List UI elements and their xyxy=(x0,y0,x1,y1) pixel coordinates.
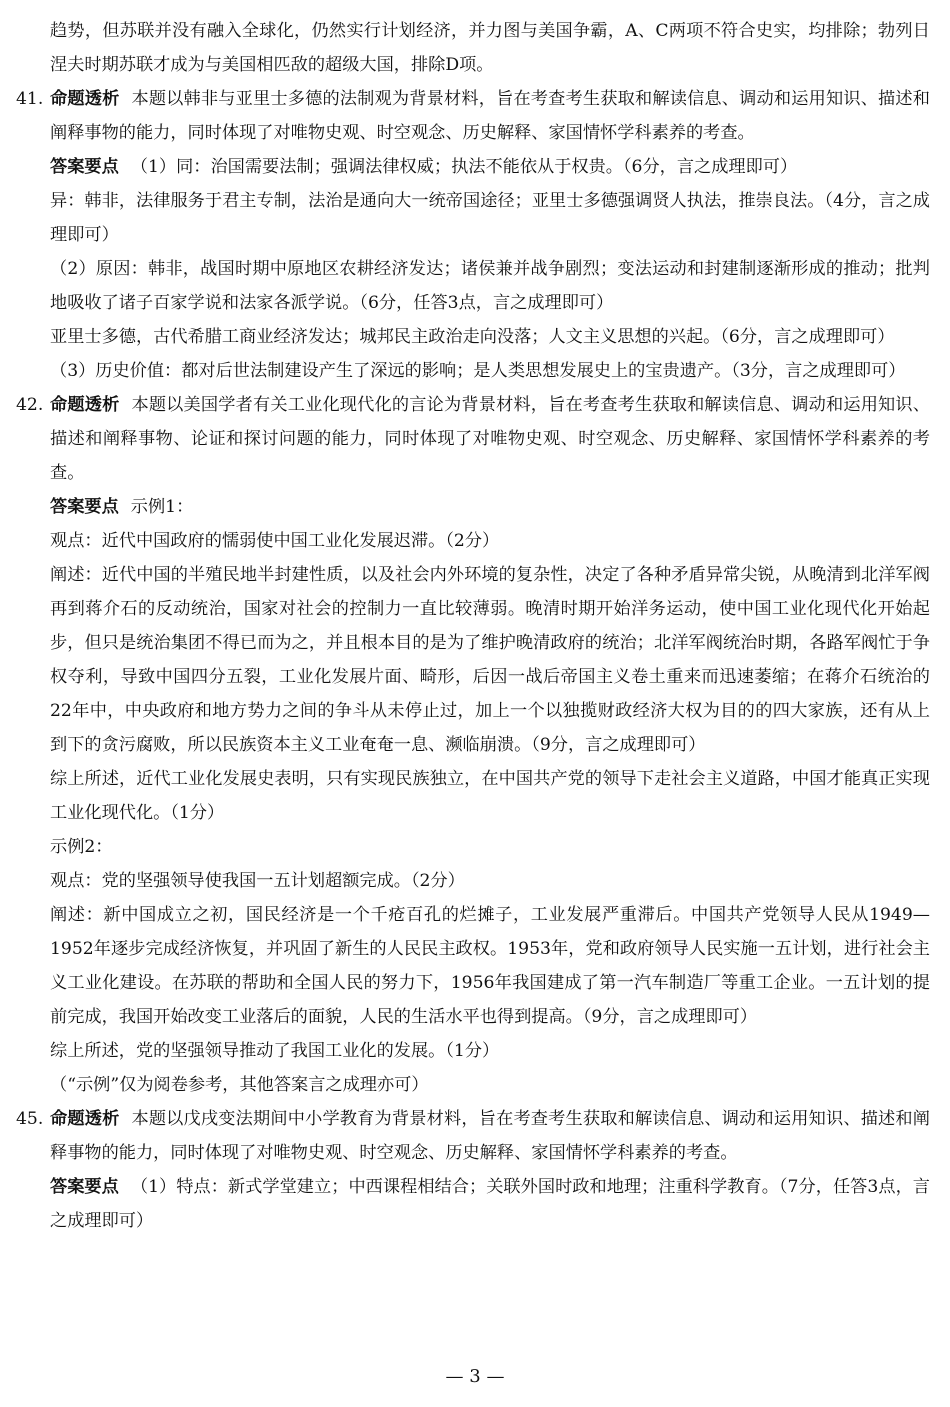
question-42 xyxy=(16,388,930,490)
example-1-summary: 综上所述，近代工业化发展史表明，只有实现民族独立，在中国共产党的领导下走社会主义道路，中国才能真正实现工业化现代化。（1分） xyxy=(50,769,930,823)
example-2-label: 示例2： xyxy=(50,837,113,857)
question-41-answer-3: （2）原因：韩非，战国时期中原地区农耕经济发达；诸侯兼并战争剧烈；变法运动和封建制逐渐形成的推动；批判地吸收了诸子百家学说和法家各派学说。（6分，任答3点，言之成理即可） xyxy=(50,259,930,313)
question-45-answer-1 xyxy=(50,1170,930,1238)
example-1-label: 示例1： xyxy=(130,497,194,517)
intro-text: 本题以韩非与亚里士多德的法制观为背景材料，旨在考查考生获取和解读信息、调动和运用知识、描述和阐释事物的能力，同时体现了对唯物史观、时空观念、历史解释、家国情怀学科素养的考查。 xyxy=(50,89,930,143)
answer-heading: 答案要点 xyxy=(50,497,119,517)
example-2-argument: 阐述：新中国成立之初，国民经济是一个千疮百孔的烂摊子，工业发展严重滞后。中国共产党领导人民从1949—1952年逐步完成经济恢复，并巩固了新生的人民民主政权。1953年，党和政府领导人民实施一五计划，进行社会主义工业化建设。在苏联的帮助和全国人民的努力下，1956年我国建成了第一汽车制造厂等重工企业。一五计划的提前完成，我国开始改变工业落后的面貌，人民的生活水平也得到提高。（9分，言之成理即可） xyxy=(50,905,930,1027)
question-41-answer-4: 亚里士多德，古代希腊工商业经济发达；城邦民主政治走向没落；人文主义思想的兴起。（6分，言之成理即可） xyxy=(50,327,895,347)
section-heading: 命题透析 xyxy=(50,1109,120,1129)
question-number: 41. xyxy=(16,89,44,109)
question-42-intro xyxy=(50,388,930,490)
answer-text: （1）同：治国需要法制；强调法律权威；执法不能依从于权贵。（6分，言之成理即可） xyxy=(130,157,798,177)
example-2-view: 观点：党的坚强领导使我国一五计划超额完成。（2分） xyxy=(50,871,465,891)
continued-answer-40: 趋势，但苏联并没有融入全球化，仍然实行计划经济，并力图与美国争霸，A、C两项不符合史实，均排除；勃列日涅夫时期苏联才成为与美国相匹敌的超级大国，排除D项。 xyxy=(50,21,930,75)
example-note: （“示例”仅为阅卷参考，其他答案言之成理亦可） xyxy=(50,1075,429,1095)
question-41-answer-2: 异：韩非，法律服务于君主专制，法治是通向大一统帝国途径；亚里士多德强调贤人执法，推崇良法。（4分，言之成理即可） xyxy=(50,191,930,245)
answer-key-content xyxy=(16,14,930,1238)
question-45-intro xyxy=(50,1102,930,1170)
question-45 xyxy=(16,1102,930,1170)
answer-text: （1）特点：新式学堂建立；中西课程相结合；关联外国时政和地理；注重科学教育。（7分，任答3点，言之成理即可） xyxy=(50,1177,930,1231)
page-number: — 3 — xyxy=(445,1366,505,1387)
question-41-intro xyxy=(50,82,930,150)
example-2-summary: 综上所述，党的坚强领导推动了我国工业化的发展。（1分） xyxy=(50,1041,500,1061)
question-41-answer-5: （3）历史价值：都对后世法制建设产生了深远的影响；是人类思想发展史上的宝贵遗产。（3分，言之成理即可） xyxy=(50,361,906,381)
intro-text: 本题以美国学者有关工业化现代化的言论为背景材料，旨在考查考生获取和解读信息、调动和运用知识、描述和阐释事物、论证和探讨问题的能力，同时体现了对唯物史观、时空观念、历史解释、家国情怀学科素养的考查。 xyxy=(50,395,930,483)
example-1-view: 观点：近代中国政府的懦弱使中国工业化发展迟滞。（2分） xyxy=(50,531,500,551)
question-number: 45. xyxy=(16,1109,44,1129)
section-heading: 命题透析 xyxy=(50,89,120,109)
answer-heading: 答案要点 xyxy=(50,1177,119,1197)
question-41-answer-1 xyxy=(50,150,930,184)
intro-text: 本题以戊戌变法期间中小学教育为背景材料，旨在考查考生获取和解读信息、调动和运用知识、描述和阐释事物的能力，同时体现了对唯物史观、时空观念、历史解释、家国情怀学科素养的考查。 xyxy=(50,1109,930,1163)
question-number: 42. xyxy=(16,395,44,415)
example-1-argument: 阐述：近代中国的半殖民地半封建性质，以及社会内外环境的复杂性，决定了各种矛盾异常尖锐，从晚清到北洋军阀再到蒋介石的反动统治，国家对社会的控制力一直比较薄弱。晚清时期开始洋务运动，使中国工业化现代化开始起步，但只是统治集团不得已而为之，并且根本目的是为了维护晚清政府的统治；北洋军阀统治时期，各路军阀忙于争权夺利，导致中国四分五裂，工业化发展片面、畸形，后因一战后帝国主义卷土重来而迅速萎缩；在蒋介石统治的22年中，中央政府和地方势力之间的争斗从未停止过，加上一个以独揽财政经济大权为目的的四大家族，还有从上到下的贪污腐败，所以民族资本主义工业奄奄一息、濒临崩溃。（9分，言之成理即可） xyxy=(50,565,930,755)
section-heading: 命题透析 xyxy=(50,395,120,415)
question-42-answer-heading xyxy=(50,490,930,524)
question-41 xyxy=(16,82,930,150)
answer-heading: 答案要点 xyxy=(50,157,119,177)
